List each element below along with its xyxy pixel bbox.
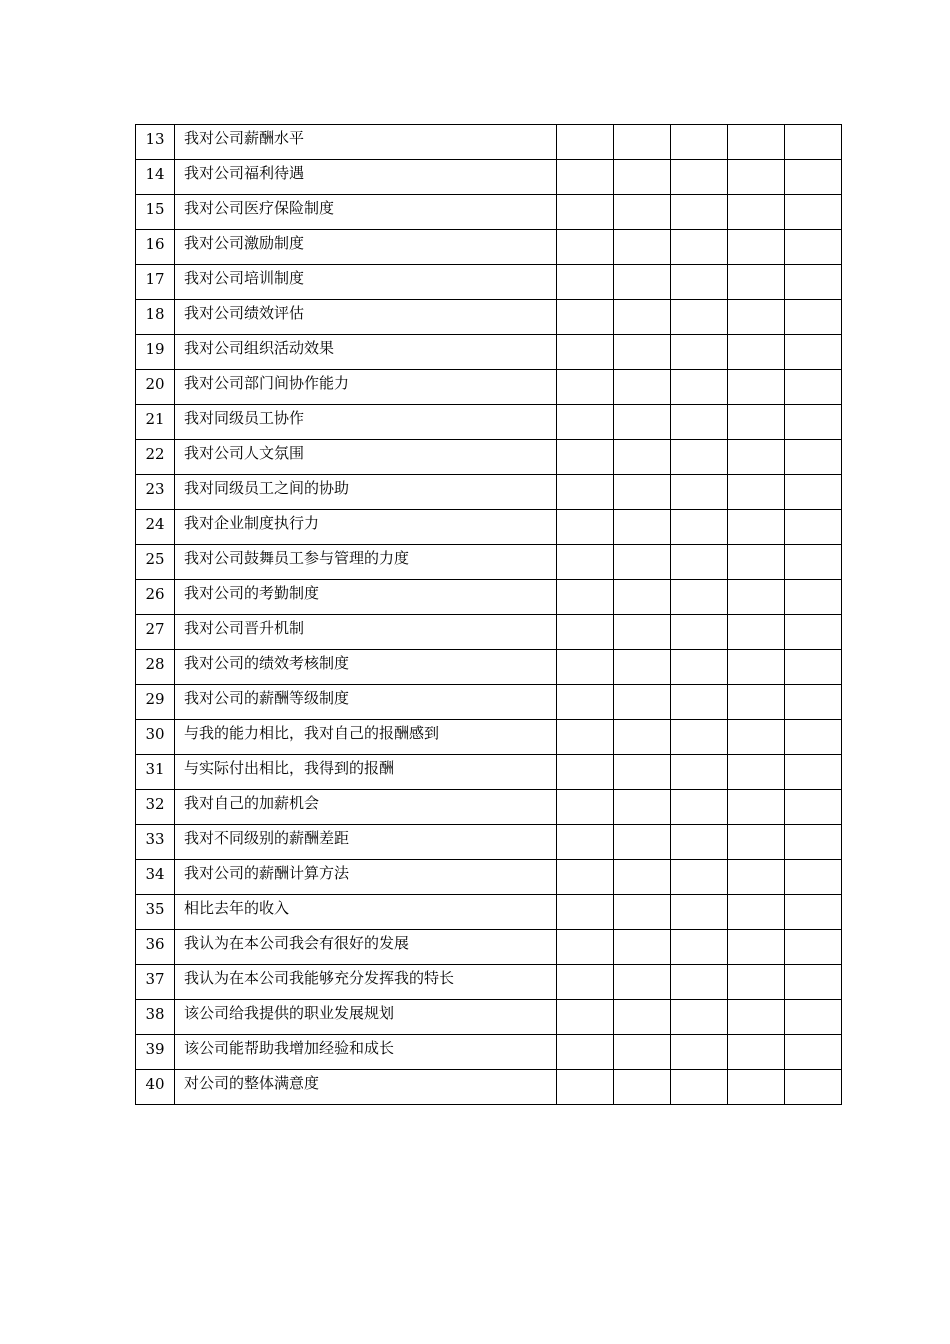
survey-item-text: 我对公司晋升机制 [175,615,557,650]
rating-cell[interactable] [671,965,728,1000]
table-row [136,405,842,440]
rating-cell[interactable] [671,125,728,160]
rating-cell[interactable] [785,930,842,965]
rating-cell[interactable] [557,195,614,230]
rating-cell[interactable] [614,370,671,405]
rating-cell[interactable] [728,860,785,895]
survey-item-text: 我对同级员工之间的协助 [175,475,557,510]
table-row [136,230,842,265]
rating-cell[interactable] [728,825,785,860]
rating-cell[interactable] [671,580,728,615]
row-number: 22 [136,440,175,475]
rating-cell[interactable] [728,965,785,1000]
table-row [136,300,842,335]
table-row [136,1000,842,1035]
rating-cell[interactable] [728,370,785,405]
row-number: 19 [136,335,175,370]
survey-item-text: 该公司能帮助我增加经验和成长 [175,1035,557,1070]
rating-cell[interactable] [785,195,842,230]
table-row [136,790,842,825]
rating-cell[interactable] [785,580,842,615]
survey-item-text: 相比去年的收入 [175,895,557,930]
row-number: 23 [136,475,175,510]
survey-item-text: 我对公司薪酬水平 [175,125,557,160]
rating-cell[interactable] [614,755,671,790]
rating-cell[interactable] [614,125,671,160]
survey-item-text: 我对公司医疗保险制度 [175,195,557,230]
row-number: 26 [136,580,175,615]
rating-cell[interactable] [557,685,614,720]
rating-cell[interactable] [785,860,842,895]
table-row [136,1035,842,1070]
row-number: 38 [136,1000,175,1035]
rating-cell[interactable] [557,475,614,510]
rating-cell[interactable] [557,160,614,195]
rating-cell[interactable] [728,685,785,720]
rating-cell[interactable] [557,825,614,860]
rating-cell[interactable] [671,790,728,825]
rating-cell[interactable] [728,930,785,965]
rating-cell[interactable] [728,405,785,440]
rating-cell[interactable] [557,440,614,475]
rating-cell[interactable] [557,895,614,930]
rating-cell[interactable] [728,580,785,615]
row-number: 31 [136,755,175,790]
rating-cell[interactable] [671,510,728,545]
rating-cell[interactable] [557,230,614,265]
row-number: 14 [136,160,175,195]
rating-cell[interactable] [728,615,785,650]
survey-item-text: 我对企业制度执行力 [175,510,557,545]
rating-cell[interactable] [671,265,728,300]
table-row [136,860,842,895]
rating-cell[interactable] [728,300,785,335]
row-number: 39 [136,1035,175,1070]
rating-cell[interactable] [728,195,785,230]
rating-cell[interactable] [557,650,614,685]
survey-item-text: 我对公司鼓舞员工参与管理的力度 [175,545,557,580]
rating-cell[interactable] [785,685,842,720]
rating-cell[interactable] [614,405,671,440]
rating-cell[interactable] [614,1000,671,1035]
row-number: 34 [136,860,175,895]
row-number: 25 [136,545,175,580]
survey-item-text: 对公司的整体满意度 [175,1070,557,1105]
rating-cell[interactable] [557,545,614,580]
rating-cell[interactable] [614,860,671,895]
rating-cell[interactable] [785,300,842,335]
rating-cell[interactable] [557,860,614,895]
rating-cell[interactable] [671,755,728,790]
rating-cell[interactable] [557,510,614,545]
rating-cell[interactable] [671,1000,728,1035]
rating-cell[interactable] [614,545,671,580]
row-number: 40 [136,1070,175,1105]
rating-cell[interactable] [785,370,842,405]
survey-table-body [136,125,842,1105]
table-row [136,1070,842,1105]
table-row [136,580,842,615]
rating-cell[interactable] [785,265,842,300]
row-number: 13 [136,125,175,160]
rating-cell[interactable] [671,930,728,965]
rating-cell[interactable] [671,160,728,195]
rating-cell[interactable] [785,1035,842,1070]
rating-cell[interactable] [614,965,671,1000]
rating-cell[interactable] [614,1035,671,1070]
rating-cell[interactable] [671,545,728,580]
rating-cell[interactable] [785,405,842,440]
rating-cell[interactable] [728,720,785,755]
rating-cell[interactable] [671,720,728,755]
rating-cell[interactable] [728,265,785,300]
row-number: 27 [136,615,175,650]
rating-cell[interactable] [557,125,614,160]
table-row [136,825,842,860]
table-row [136,685,842,720]
survey-item-text: 我认为在本公司我能够充分发挥我的特长 [175,965,557,1000]
table-row [136,195,842,230]
table-row [136,160,842,195]
survey-item-text: 我对公司绩效评估 [175,300,557,335]
rating-cell[interactable] [557,615,614,650]
rating-cell[interactable] [614,895,671,930]
row-number: 29 [136,685,175,720]
rating-cell[interactable] [557,1070,614,1105]
rating-cell[interactable] [671,195,728,230]
table-row [136,720,842,755]
rating-cell[interactable] [728,510,785,545]
rating-cell[interactable] [557,720,614,755]
table-row [136,965,842,1000]
row-number: 18 [136,300,175,335]
survey-item-text: 我对公司福利待遇 [175,160,557,195]
rating-cell[interactable] [614,650,671,685]
rating-cell[interactable] [557,1035,614,1070]
rating-cell[interactable] [557,300,614,335]
rating-cell[interactable] [785,510,842,545]
rating-cell[interactable] [785,650,842,685]
satisfaction-survey-table [135,124,842,1105]
rating-cell[interactable] [671,685,728,720]
rating-cell[interactable] [614,300,671,335]
rating-cell[interactable] [785,720,842,755]
rating-cell[interactable] [671,335,728,370]
rating-cell[interactable] [785,825,842,860]
rating-cell[interactable] [671,405,728,440]
table-row [136,510,842,545]
rating-cell[interactable] [671,615,728,650]
rating-cell[interactable] [728,440,785,475]
table-row [136,895,842,930]
rating-cell[interactable] [728,475,785,510]
rating-cell[interactable] [671,1070,728,1105]
rating-cell[interactable] [785,965,842,1000]
survey-item-text: 我对公司激励制度 [175,230,557,265]
rating-cell[interactable] [728,230,785,265]
rating-cell[interactable] [671,370,728,405]
table-row [136,335,842,370]
survey-item-text: 我对同级员工协作 [175,405,557,440]
row-number: 17 [136,265,175,300]
rating-cell[interactable] [785,475,842,510]
rating-cell[interactable] [785,1070,842,1105]
rating-cell[interactable] [785,545,842,580]
rating-cell[interactable] [728,650,785,685]
rating-cell[interactable] [671,860,728,895]
row-number: 35 [136,895,175,930]
rating-cell[interactable] [671,825,728,860]
rating-cell[interactable] [671,475,728,510]
rating-cell[interactable] [728,790,785,825]
rating-cell[interactable] [785,335,842,370]
row-number: 28 [136,650,175,685]
rating-cell[interactable] [614,790,671,825]
table-row [136,615,842,650]
rating-cell[interactable] [671,1035,728,1070]
survey-item-text: 与我的能力相比，我对自己的报酬感到 [175,720,557,755]
row-number: 16 [136,230,175,265]
rating-cell[interactable] [614,440,671,475]
row-number: 33 [136,825,175,860]
survey-item-text: 我对自己的加薪机会 [175,790,557,825]
row-number: 30 [136,720,175,755]
survey-item-text: 我对公司的薪酬计算方法 [175,860,557,895]
table-row [136,475,842,510]
rating-cell[interactable] [785,615,842,650]
rating-cell[interactable] [785,1000,842,1035]
rating-cell[interactable] [728,1070,785,1105]
survey-item-text: 与实际付出相比，我得到的报酬 [175,755,557,790]
row-number: 36 [136,930,175,965]
rating-cell[interactable] [557,405,614,440]
rating-cell[interactable] [557,370,614,405]
rating-cell[interactable] [785,125,842,160]
rating-cell[interactable] [614,195,671,230]
rating-cell[interactable] [557,265,614,300]
rating-cell[interactable] [614,720,671,755]
survey-item-text: 我对公司的绩效考核制度 [175,650,557,685]
rating-cell[interactable] [728,755,785,790]
rating-cell[interactable] [614,160,671,195]
rating-cell[interactable] [557,965,614,1000]
rating-cell[interactable] [614,335,671,370]
row-number: 32 [136,790,175,825]
survey-item-text: 我对公司人文氛围 [175,440,557,475]
rating-cell[interactable] [614,475,671,510]
table-row [136,370,842,405]
row-number: 15 [136,195,175,230]
table-row [136,755,842,790]
survey-item-text: 我对不同级别的薪酬差距 [175,825,557,860]
table-row [136,440,842,475]
survey-item-text: 我对公司的薪酬等级制度 [175,685,557,720]
rating-cell[interactable] [614,1070,671,1105]
rating-cell[interactable] [671,895,728,930]
survey-item-text: 我对公司部门间协作能力 [175,370,557,405]
rating-cell[interactable] [785,755,842,790]
rating-cell[interactable] [671,300,728,335]
rating-cell[interactable] [785,895,842,930]
rating-cell[interactable] [728,895,785,930]
rating-cell[interactable] [785,790,842,825]
rating-cell[interactable] [614,930,671,965]
rating-cell[interactable] [728,160,785,195]
table-row [136,930,842,965]
table-row [136,650,842,685]
row-number: 24 [136,510,175,545]
rating-cell[interactable] [785,160,842,195]
rating-cell[interactable] [614,230,671,265]
rating-cell[interactable] [557,755,614,790]
rating-cell[interactable] [785,230,842,265]
rating-cell[interactable] [557,335,614,370]
rating-cell[interactable] [614,825,671,860]
rating-cell[interactable] [671,230,728,265]
rating-cell[interactable] [671,440,728,475]
table-row [136,125,842,160]
rating-cell[interactable] [557,1000,614,1035]
rating-cell[interactable] [614,685,671,720]
survey-item-text: 该公司给我提供的职业发展规划 [175,1000,557,1035]
row-number: 20 [136,370,175,405]
table-row [136,265,842,300]
rating-cell[interactable] [614,510,671,545]
survey-item-text: 我认为在本公司我会有很好的发展 [175,930,557,965]
rating-cell[interactable] [614,615,671,650]
row-number: 37 [136,965,175,1000]
rating-cell[interactable] [728,1000,785,1035]
table-row [136,545,842,580]
row-number: 21 [136,405,175,440]
rating-cell[interactable] [557,580,614,615]
rating-cell[interactable] [557,930,614,965]
rating-cell[interactable] [614,580,671,615]
survey-item-text: 我对公司的考勤制度 [175,580,557,615]
rating-cell[interactable] [557,790,614,825]
rating-cell[interactable] [728,335,785,370]
rating-cell[interactable] [614,265,671,300]
survey-item-text: 我对公司培训制度 [175,265,557,300]
rating-cell[interactable] [728,125,785,160]
rating-cell[interactable] [785,440,842,475]
rating-cell[interactable] [728,545,785,580]
rating-cell[interactable] [728,1035,785,1070]
survey-item-text: 我对公司组织活动效果 [175,335,557,370]
rating-cell[interactable] [671,650,728,685]
